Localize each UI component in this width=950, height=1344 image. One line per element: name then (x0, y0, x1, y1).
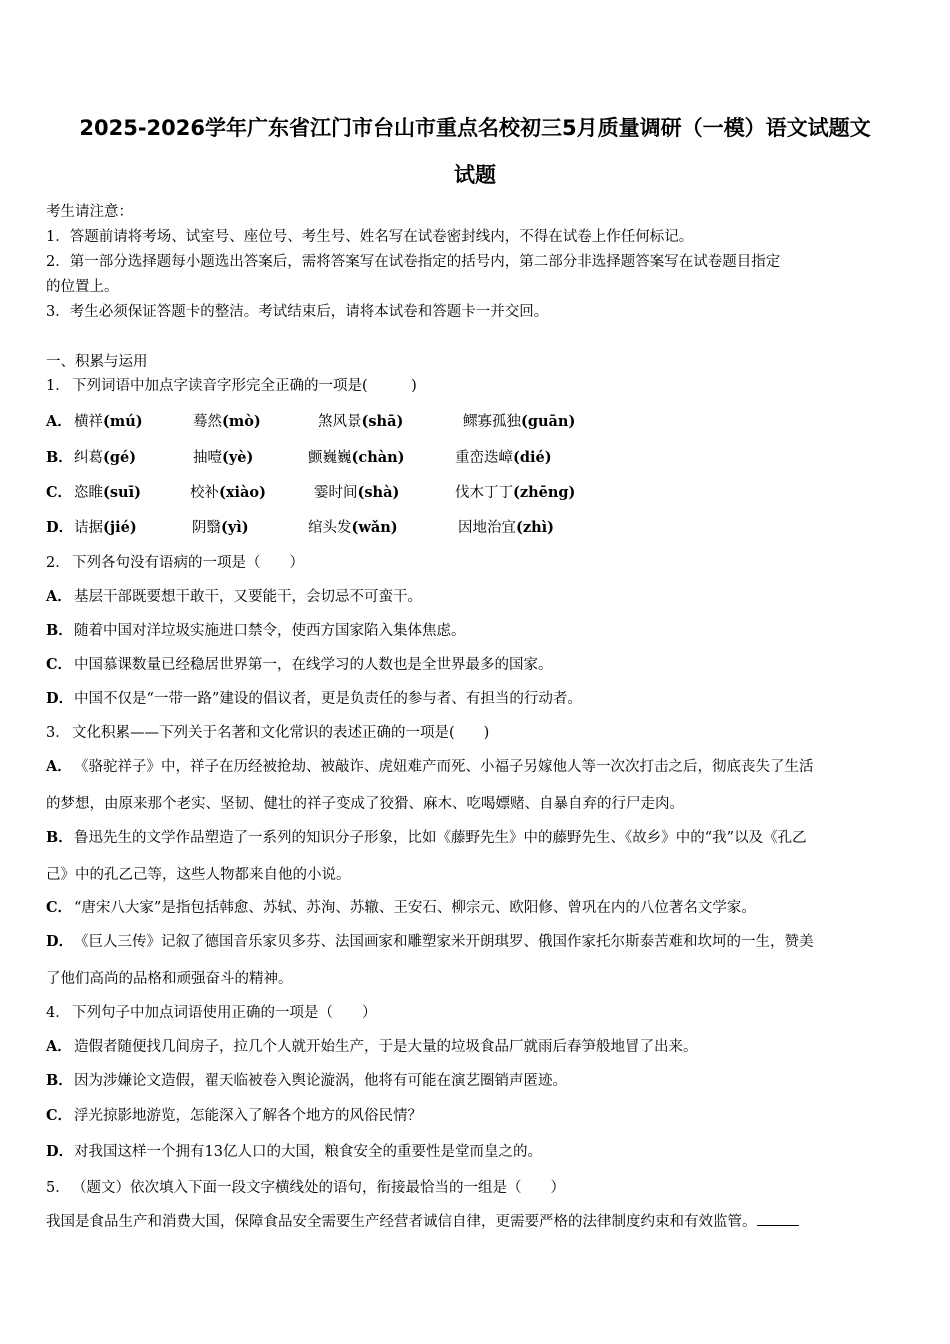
option-text: 《巨人三传》记叙了德国音乐家贝多芬、法国画家和雕塑家米开朗琪罗、俄国作家托尔斯泰苦难和坎坷的一生，赞美 (74, 934, 814, 950)
question-number: 3． (46, 725, 70, 741)
option-letter: C． (46, 1107, 73, 1124)
option-text: 浮光掠影地游览，怎能深入了解各个地方的风俗民情？ (74, 1108, 422, 1124)
notice-item-2-cont: 的位置上。 (46, 279, 119, 295)
option-letter: D． (46, 690, 74, 707)
option-pinyin: (zhēng) (513, 484, 576, 501)
option-word: 煞风景 (318, 414, 362, 430)
option-pinyin: (guān) (521, 413, 576, 430)
question-3-option-a-cont: 的梦想，由原来那个老实、坚韧、健壮的祥子变成了狡猾、麻木、吃喝嫖赌、自暴自弃的行尸走肉。 (46, 796, 684, 812)
question-number: 1． (46, 378, 70, 394)
option-letter: B． (46, 622, 73, 639)
question-2-option-b (46, 621, 466, 641)
option-letter: C． (46, 899, 73, 916)
answer-blank (757, 1211, 799, 1226)
option-letter: B． (46, 1072, 73, 1089)
passage-text: 我国是食品生产和消费大国，保障食品安全需要生产经营者诚信自律，更需要严格的法律制度约束和有效监管。 (46, 1214, 757, 1230)
option-pinyin: (suī) (103, 484, 141, 501)
option-text: 中国不仅是“一带一路”建设的倡议者，更是负责任的参与者、有担当的行动者。 (74, 691, 582, 707)
notice-item-1: 1．答题前请将考场、试室号、座位号、考生号、姓名写在试卷密封线内，不得在试卷上作任何标记。 (46, 229, 694, 245)
option-pinyin: (zhì) (516, 519, 555, 536)
question-4-option-d (46, 1142, 542, 1162)
option-word: 阴翳 (192, 520, 221, 536)
exam-title-line2: 试题 (454, 163, 496, 187)
option-text: 对我国这样一个拥有13亿人口的大国，粮食安全的重要性是堂而皇之的。 (74, 1144, 542, 1160)
option-text: 鲁迅先生的文学作品塑造了一系列的知识分子形象，比如《藤野先生》中的藤野先生、《故乡》中的“我”以及《孔乙 (74, 830, 807, 846)
question-3-option-a (46, 757, 814, 777)
option-word: 纠葛 (74, 450, 103, 466)
question-1-stem (46, 376, 417, 396)
option-text: 基层干部既要想干敢干，又要能干，会切忌不可蛮干。 (74, 589, 422, 605)
question-3-stem (46, 723, 489, 743)
option-text: 中国慕课数量已经稳居世界第一，在线学习的人数也是全世界最多的国家。 (74, 657, 553, 673)
option-letter: D． (46, 1143, 74, 1160)
question-2-option-a (46, 587, 422, 607)
question-number: 2． (46, 555, 70, 571)
option-letter: A． (46, 758, 72, 775)
question-number: 5． (46, 1180, 70, 1196)
option-letter: A． (46, 588, 72, 605)
notice-item-3: 3．考生必须保证答题卡的整洁。考试结束后，请将本试卷和答题卡一并交回。 (46, 304, 549, 320)
option-letter: D． (46, 519, 74, 536)
option-word: 横祥 (74, 414, 103, 430)
option-word: 伐木丁丁 (455, 485, 513, 501)
option-word: 诘据 (74, 520, 103, 536)
option-word: 恣睢 (74, 485, 103, 501)
question-text: 下列句子中加点词语使用正确的一项是（ ） (72, 1005, 377, 1021)
notice-item-2: 2．第一部分选择题每小题选出答案后，需将答案写在试卷指定的括号内，第二部分非选择题答案写在试卷题目指定 (46, 254, 781, 270)
question-3-option-b-cont: 己》中的孔乙己等，这些人物都来自他的小说。 (46, 867, 351, 883)
notice-heading: 考生请注意： (46, 204, 133, 220)
option-letter: D． (46, 933, 74, 950)
option-letter: C． (46, 484, 73, 501)
question-5-passage (46, 1211, 799, 1232)
question-4-stem (46, 1003, 377, 1023)
option-letter: B． (46, 449, 73, 466)
question-2-stem (46, 553, 304, 573)
option-pinyin: (yì) (221, 519, 249, 536)
question-text: 下列各句没有语病的一项是（ ） (72, 555, 304, 571)
question-text: 下列词语中加点字读音字形完全正确的一项是( ) (72, 378, 417, 394)
option-letter: C． (46, 656, 73, 673)
question-text: 文化积累——下列关于名著和文化常识的表述正确的一项是( ) (72, 725, 490, 741)
question-2-option-c (46, 655, 553, 675)
question-text: （题文）依次填入下面一段文字横线处的语句，衔接最恰当的一组是（ ） (72, 1180, 565, 1196)
option-pinyin: (yè) (222, 449, 254, 466)
option-letter: B． (46, 829, 73, 846)
option-word: 蓦然 (193, 414, 222, 430)
question-3-option-b (46, 828, 807, 848)
option-pinyin: (wǎn) (351, 519, 398, 536)
question-5-stem (46, 1178, 565, 1198)
option-word: 鳏寡孤独 (463, 414, 521, 430)
question-3-option-d-cont: 了他们高尚的品格和顽强奋斗的精神。 (46, 971, 293, 987)
option-text: 随着中国对洋垃圾实施进口禁令，使西方国家陷入集体焦虑。 (74, 623, 466, 639)
option-pinyin: (gé) (103, 449, 137, 466)
question-3-option-d (46, 932, 814, 952)
question-4-option-c (46, 1106, 422, 1126)
option-word: 颤巍巍 (308, 450, 352, 466)
section-heading: 一、积累与运用 (46, 354, 148, 370)
exam-title-line1: 2025-2026学年广东省江门市台山市重点名校初三5月质量调研（一模）语文试题文 (79, 116, 871, 140)
question-4-option-b (46, 1071, 567, 1091)
option-word: 抽噎 (193, 450, 222, 466)
option-pinyin: (jié) (103, 519, 137, 536)
question-2-option-d (46, 689, 582, 709)
option-pinyin: (mú) (103, 413, 143, 430)
option-pinyin: (shà) (357, 484, 400, 501)
question-3-option-c (46, 898, 756, 918)
option-text: “唐宋八大家”是指包括韩愈、苏轼、苏洵、苏辙、王安石、柳宗元、欧阳修、曾巩在内的八位著名文学家。 (74, 900, 756, 916)
option-pinyin: (chàn) (351, 449, 405, 466)
option-pinyin: (mò) (222, 413, 261, 430)
option-letter: A． (46, 1038, 72, 1055)
option-word: 绾头发 (308, 520, 352, 536)
option-pinyin: (shā) (361, 413, 404, 430)
option-letter: A． (46, 413, 72, 430)
question-number: 4． (46, 1005, 70, 1021)
question-4-option-a (46, 1037, 698, 1057)
option-text: 造假者随便找几间房子，拉几个人就开始生产，于是大量的垃圾食品厂就雨后春笋般地冒了出来。 (74, 1039, 698, 1055)
option-word: 因地治宜 (458, 520, 516, 536)
option-text: 《骆驼祥子》中，祥子在历经被抢劫、被敲诈、虎妞难产而死、小福子另嫁他人等一次次打击之后，彻底丧失了生活 (74, 759, 814, 775)
option-pinyin: (dié) (513, 449, 552, 466)
option-word: 重峦迭嶂 (455, 450, 513, 466)
option-pinyin: (xiào) (219, 484, 266, 501)
option-word: 霎时间 (314, 485, 358, 501)
option-word: 校补 (190, 485, 219, 501)
option-text: 因为涉嫌论文造假，翟天临被卷入舆论漩涡，他将有可能在演艺圈销声匿迹。 (74, 1073, 567, 1089)
